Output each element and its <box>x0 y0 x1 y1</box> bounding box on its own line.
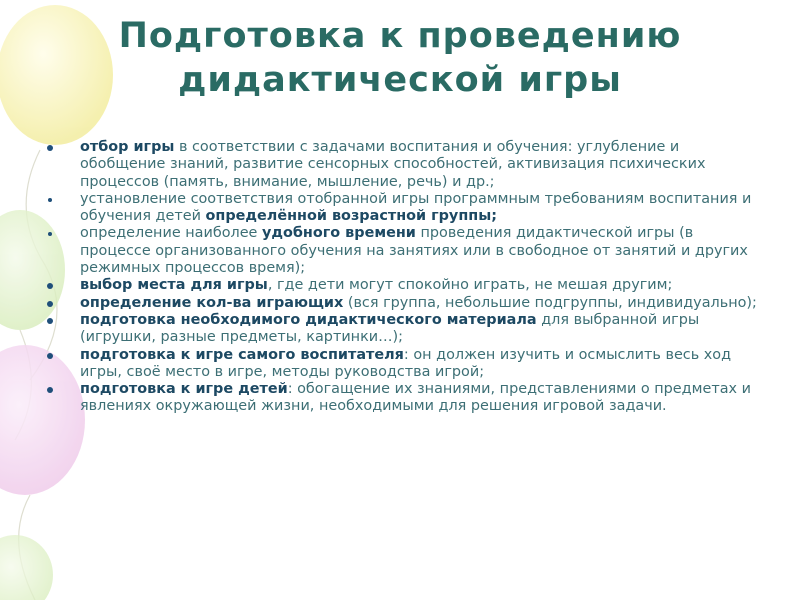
item-emphasis: подготовка к игре самого воспитателя <box>80 346 404 363</box>
title-line: Подготовка к проведению <box>118 16 682 56</box>
item-text: : обогащение их знаниями, представлениями о предметах и явлениях окружающей жизни, необходимыми для решения игровой задачи. <box>80 381 751 415</box>
item-emphasis: удобного времени <box>261 225 416 242</box>
item-text: : он должен изучить и осмыслить весь ход игры, своё место в игре, методы руководства игрой; <box>80 346 732 380</box>
preparation-steps-list <box>80 139 760 416</box>
item-emphasis: подготовка необходимого дидактического материала <box>80 311 537 328</box>
item-text: установление соответствия отобранной игры программным требованиям воспитания и обучения детей <box>80 190 752 225</box>
item-text: в соответствии с задачами воспитания и обучения: углубление и обобщение знаний, развитие сенсорных способностей, активизация психических процессов (память, внимание, мышление, речь) и др.; <box>80 139 706 190</box>
item-emphasis: выбор места для игры <box>80 277 268 294</box>
list-item <box>80 312 760 347</box>
list-item <box>80 381 760 416</box>
item-emphasis: определение кол-ва играющих <box>80 294 344 311</box>
item-emphasis: отбор игры <box>80 139 175 155</box>
item-text: проведения дидактической игры (в процессе организованного обучения на занятиях или в свободное от занятий и других режимных процессов время); <box>80 225 748 277</box>
item-emphasis: определённой возрастной группы; <box>205 208 497 225</box>
item-text: определение наиболее <box>80 225 262 242</box>
list-item <box>80 139 760 191</box>
title-line: дидактической игры <box>178 60 622 100</box>
list-item <box>80 191 760 226</box>
slide-title <box>30 14 770 102</box>
list-item <box>80 277 760 294</box>
item-text: (вся группа, небольшие подгруппы, индивидуально); <box>343 294 757 311</box>
item-text: для выбранной игры (игрушки, разные предметы, картинки…); <box>80 311 700 346</box>
item-emphasis: подготовка к игре детей <box>80 381 288 398</box>
list-item <box>80 347 760 382</box>
list-item <box>80 295 760 312</box>
list-item <box>80 225 760 277</box>
balloon-green-small <box>0 535 53 600</box>
item-text: , где дети могут спокойно играть, не мешая другим; <box>267 277 673 294</box>
